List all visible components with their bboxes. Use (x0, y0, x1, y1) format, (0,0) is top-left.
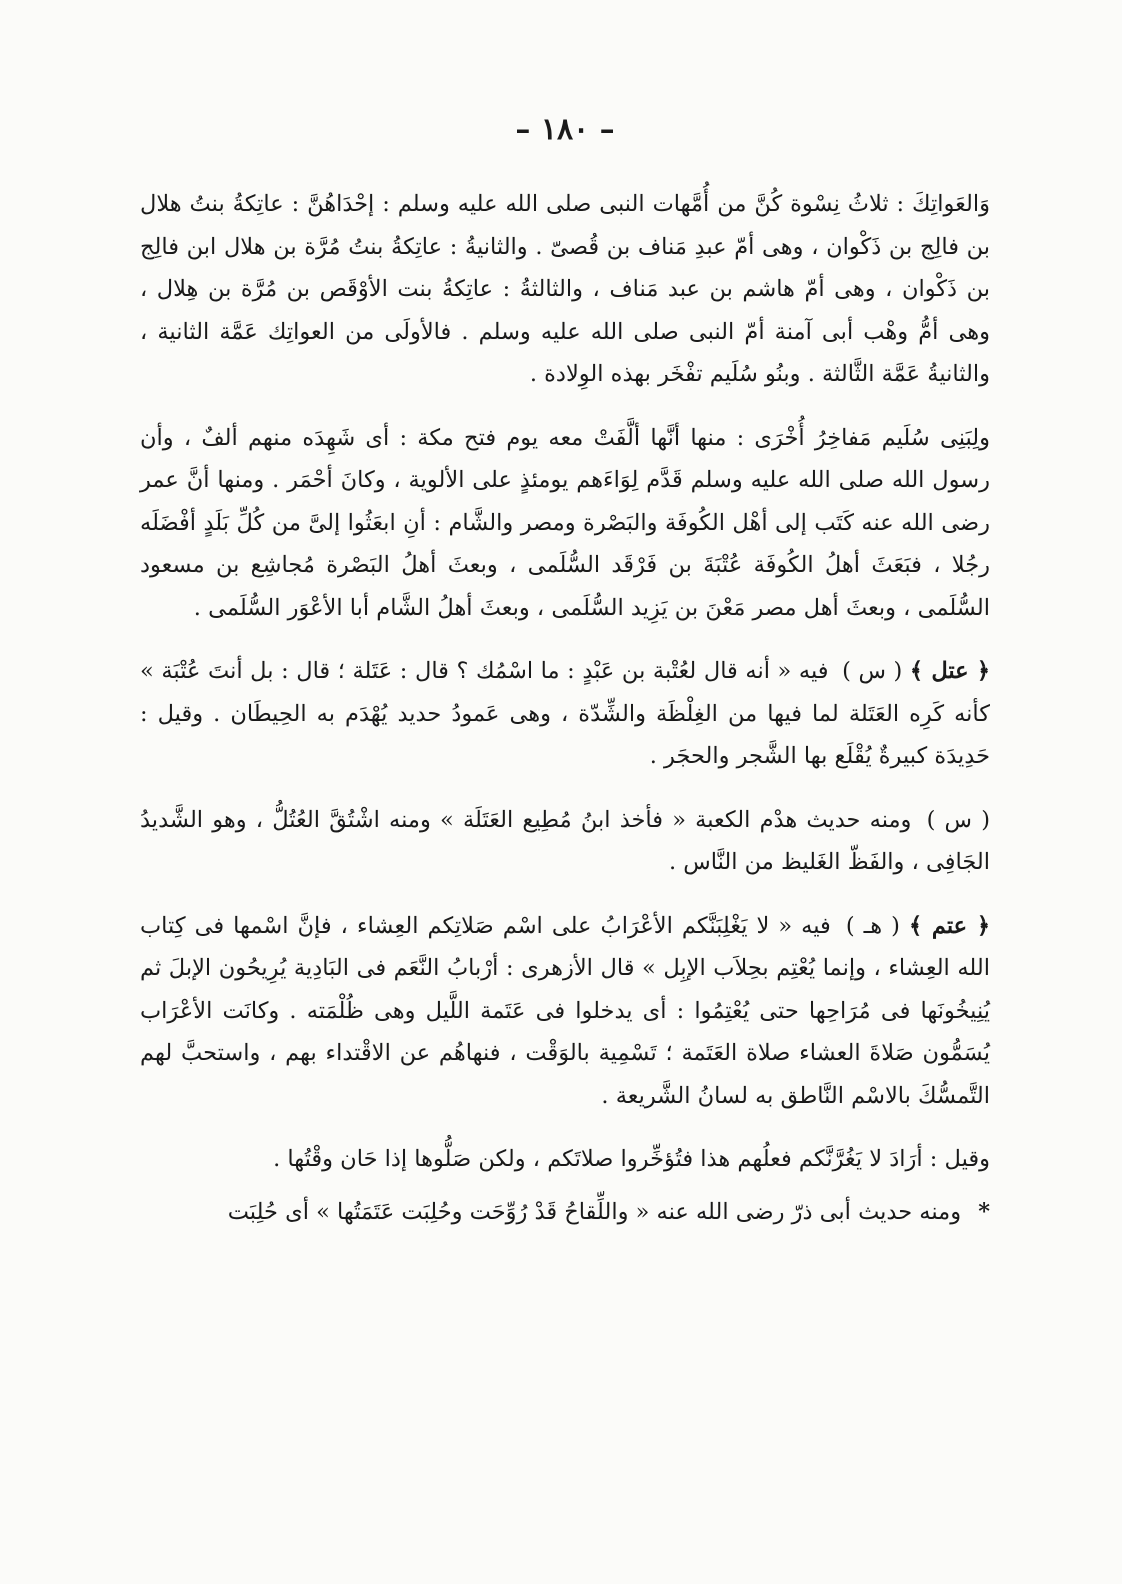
page-number: – ١٨٠ – (515, 112, 615, 147)
paragraph-text: فيه « أنه قال لعُتْبة بن عَبْدٍ : ما اسْمُك ؟ قال : عَتَلة ؛ قال : بل أنتَ عُتْبَة » كأنه كَرِه العَتَلة لما فيها من الغِلْظَة والشِّدّة ، وهى عَمودُ حديد يُهْدَم به الحِيطَان . وقيل : حَدِيدَة كبيرةٌ يُقْلَع بها الشَّجر والحجَر . (140, 658, 990, 769)
paragraph-kaaba-hadith (140, 799, 990, 884)
paragraph-text: فيه « لا يَغْلِبَنَّكم الأعْرَابُ على اسْم صَلاتِكم العِشاء ، فإنَّ اسْمها فى كِتاب الله العِشاء ، وإنما يُعْتِم بحِلاَب الإبِل » قال الأزهرى : أرْبابُ النَّعَم فى البَادِية يُرِيحُون الإبلَ ثم يُنِيخُونَها فى مُرَاحِها حتى يُعْتِمُوا : أى يدخلوا فى عَتَمة اللَّيل وهى ظُلْمَته . وكانَت الأعْرَاب يُسَمُّون صَلاةَ العشاء صلاة العَتَمة ؛ تَسْمِية بالوَقْت ، فنهاهُم عن الاقْتداء بهم ، واستحبَّ لهم التَّمسُّكَ بالاسْم النَّاطق به لسانُ الشَّريعة . (140, 912, 990, 1109)
entry-headword: ﴿ عتل ﴾ (909, 658, 991, 684)
paragraph-text: ولِبَنِى سُلَيم مَفاخِرُ أُخْرَى : منها أنَّها ألَّفَتْ معه يوم فتح مكة : أى شَهِدَه منهم ألفٌ ، وأن رسول الله صلى الله عليه وسلم قَدَّم لِوَاءَهم يومئذٍ على الألوية ، وكانَ أحْمَر . ومنها أنَّ عمر رضى الله عنه كَتَب إلى أهْل الكُوفَة والبَصْرة ومصر والشَّام : أنِ ابعَثُوا إلىَّ من كُلِّ بَلَدٍ أفْضَلَه رجُلا ، فبَعَثَ أهلُ الكُوفَة عُتْبَةَ بن فَرْقَد السُّلَمى ، وبعثَ أهلُ البَصْرة مُجاشِع بن مسعود السُّلَمى ، وبعثَ أهل مصر مَعْنَ بن يَزِيد السُّلَمى ، وبعثَ أهلُ الشَّام أبا الأعْوَر السُّلَمى . (140, 424, 990, 621)
source-mark: ( س ) (842, 658, 903, 684)
paragraph-text: وقيل : أرَادَ لا يَغُرَّنَّكم فعلُهم هذا فتُؤخِّروا صلاتَكم ، ولكن صَلُّوها إذا حَان وقْتُها . (273, 1146, 990, 1172)
page-body (140, 183, 990, 1233)
paragraph-text: ومنه حديث أبى ذرّ رضى الله عنه « واللِّقاحُ قَدْ رُوِّحَت وحُلِبَت عَتَمَتُها » أى حُلِبَت (227, 1198, 962, 1225)
entry-atm (140, 905, 990, 1118)
asterisk-marker: * (978, 1198, 990, 1225)
source-mark: ( هـ ) (845, 912, 900, 939)
paragraph-text: وَالعَواتِكَ : ثلاثُ نِسْوة كُنَّ من أُمَّهات النبى صلى الله عليه وسلم : إحْدَاهُنَّ : عاتِكةُ بنتُ هلال بن فالِج بن ذَكْوان ، وهى أمّ عبدِ مَناف بن قُصىّ . والثانيةُ : عاتِكةُ بنتُ مُرَّة بن هلال ابن فالِج بن ذَكْوان ، وهى أمّ هاشم بن عبد مَناف ، والثالثةُ : عاتِكةُ بنت الأوْقَص بن مُرَّة بن هِلال ، وهى أمُّ وهْب أبى آمنة أمّ النبى صلى الله عليه وسلم . فالأولَى من العواتِك عَمَّة الثانية ، والثانيةُ عَمَّة الثَّالثة . وبنُو سُلَيم تفْخَر بهذه الوِلادة . (140, 191, 990, 387)
source-mark: ( س ) (926, 806, 990, 833)
paragraph-bani-sulaym (140, 417, 990, 630)
entry-atl (140, 650, 990, 778)
paragraph-awatik (140, 183, 990, 396)
entry-headword: ﴿ عتم ﴾ (909, 912, 991, 939)
paragraph-qil (140, 1138, 990, 1181)
paragraph-abu-dharr (140, 1191, 990, 1234)
paragraph-text: ومنه حديث هدْم الكعبة « فأخذ ابنُ مُطِيع العَتَلَة » ومنه اشْتُقَّ العُتُلُّ ، وهو الشَّديدُ الجَافِى ، والفَظّ الغَليظ من النَّاس . (140, 806, 990, 875)
